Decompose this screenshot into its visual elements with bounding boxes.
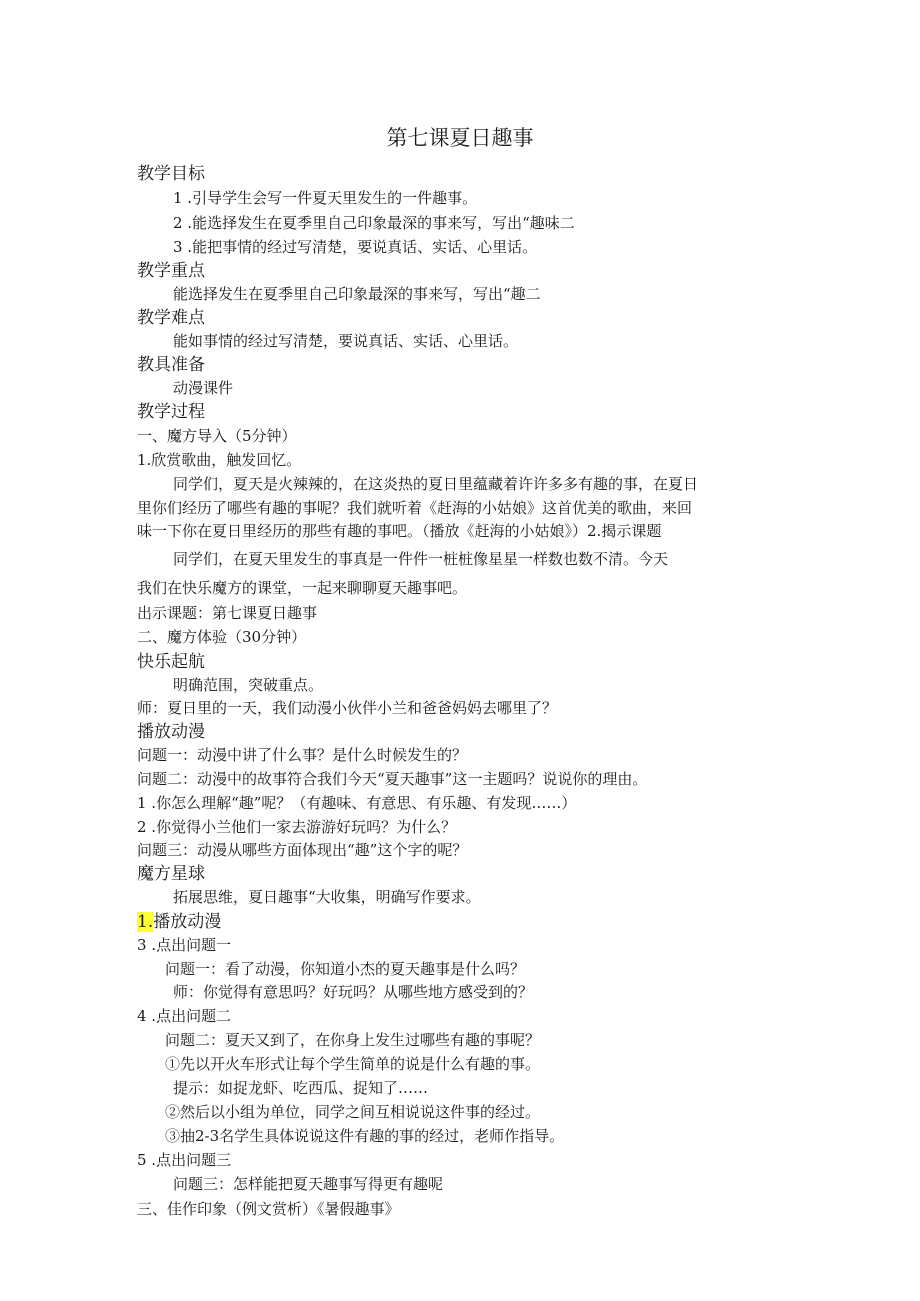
text-line-rest: 播放动漫 (153, 912, 222, 932)
text-line: 4 .点出问题二 (137, 1007, 232, 1025)
section-heading: 教学难点 (137, 308, 205, 328)
text-line: 师：你觉得有意思吗？好玩吗？从哪些地方感受到的？ (173, 983, 534, 1001)
text-line: 同学们，夏天是火辣辣的，在这炎热的夏日里蕴藏着许许多多有趣的事，在夏日 (173, 475, 699, 493)
text-line: 能如事情的经过写清楚，要说真话、实话、心里话。 (173, 332, 519, 350)
section-heading: 教学重点 (137, 261, 205, 281)
section-heading (137, 911, 221, 933)
section-heading: 教具准备 (137, 355, 205, 375)
text-line: 2 .能选择发生在夏季里自己印象最深的事来写，写出“趣味二 (173, 214, 575, 232)
text-line: 1 .你怎么理解“趣”呢？（有趣味、有意思、有乐趣、有发现……） (137, 794, 577, 812)
text-line: 能选择发生在夏季里自己印象最深的事来写，写出“趣二 (173, 285, 541, 303)
text-line: 2 .你觉得小兰他们一家去游游好玩吗？为什么？ (137, 818, 457, 836)
text-line: 提示：如捉龙虾、吃西瓜、捉知了…… (173, 1079, 429, 1097)
text-line: 同学们，在夏天里发生的事真是一件件一桩桩像星星一样数也数不清。今天 (173, 550, 669, 568)
text-line: 1.欣赏歌曲，触发回忆。 (137, 451, 302, 469)
text-line: 5 .点出问题三 (137, 1151, 232, 1169)
text-line: 问题三：动漫从哪些方面体现出“趣”这个字的呢？ (137, 841, 468, 859)
text-line: 问题一：动漫中讲了什么事？是什么时候发生的？ (137, 746, 468, 764)
text-line: 一、魔方导入（5分钟） (137, 427, 297, 445)
text-line: 问题一：看了动漫，你知道小杰的夏天趣事是什么吗？ (165, 960, 526, 978)
text-line: 三、佳作印象（例文赏析）《暑假趣事》 (137, 1200, 400, 1218)
document-title: 第七课夏日趣事 (386, 126, 534, 150)
text-line: 我们在快乐魔方的课堂，一起来聊聊夏天趣事吧。 (137, 579, 468, 597)
text-line: ①先以开火车形式让每个学生简单的说是什么有趣的事。 (165, 1055, 541, 1073)
text-line: 问题二：夏天又到了，在你身上发生过哪些有趣的事呢？ (165, 1031, 541, 1049)
section-heading: 教学目标 (137, 164, 205, 184)
section-heading: 播放动漫 (137, 722, 205, 742)
text-line: 3 .能把事情的经过写清楚，要说真话、实话、心里话。 (173, 238, 538, 256)
text-line: 问题二：动漫中的故事符合我们今天“夏天趣事”这一主题吗？说说你的理由。 (137, 770, 648, 788)
text-line: 1 .引导学生会写一件夏天里发生的一件趣事。 (173, 189, 478, 207)
section-heading: 快乐起航 (137, 652, 205, 672)
text-line: ③抽2-3名学生具体说说这件有趣的事的经过，老师作指导。 (165, 1127, 565, 1145)
text-line: 师：夏日里的一天，我们动漫小伙伴小兰和爸爸妈妈去哪里了？ (137, 699, 558, 717)
text-line: 里你们经历了哪些有趣的事呢？我们就听着《赶海的小姑娘》这首优美的歌曲，来回 (137, 499, 693, 517)
text-line: 味一下你在夏日里经历的那些有趣的事吧。（播放《赶海的小姑娘》）2.揭示课题 (137, 522, 662, 540)
text-line: 拓展思维，夏日趣事“大收集，明确写作要求。 (173, 888, 481, 906)
text-line: 动漫课件 (173, 379, 234, 397)
text-line: 明确范围，突破重点。 (173, 676, 324, 694)
text-line: 出示课题：第七课夏日趣事 (137, 604, 318, 622)
section-heading: 魔方星球 (137, 864, 205, 884)
text-line: 二、魔方体验（30分钟） (137, 628, 307, 646)
text-line: 问题三：怎样能把夏天趣事写得更有趣呢 (173, 1175, 444, 1193)
text-line: 3 .点出问题一 (137, 936, 232, 954)
highlight-mark: 1. (137, 912, 154, 932)
section-heading: 教学过程 (137, 402, 205, 422)
text-line: ②然后以小组为单位，同学之间互相说说这件事的经过。 (165, 1103, 541, 1121)
